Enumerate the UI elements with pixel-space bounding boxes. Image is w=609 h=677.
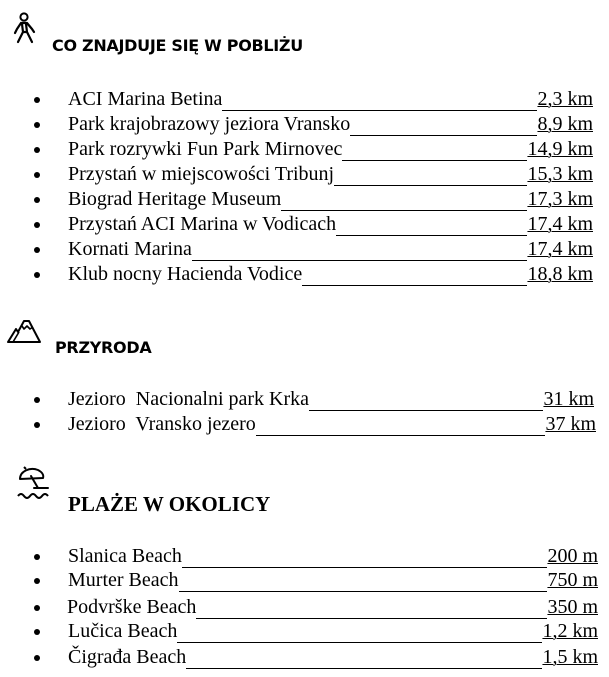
item-distance: 750 m bbox=[547, 569, 598, 591]
item-name: Čigrađa Beach bbox=[68, 646, 187, 668]
leader-line bbox=[336, 216, 527, 236]
leader-line bbox=[309, 391, 543, 411]
leader-line bbox=[350, 116, 537, 136]
item-distance: 15,3 km bbox=[527, 163, 593, 185]
bullet bbox=[34, 605, 40, 611]
item-name: Klub nocny Hacienda Vodice bbox=[68, 263, 303, 285]
item-distance: 1,2 km bbox=[542, 620, 598, 642]
item-name: Park rozrywki Fun Park Mirnovec bbox=[68, 138, 343, 160]
item-distance: 200 m bbox=[547, 545, 598, 567]
item-distance: 37 km bbox=[545, 413, 596, 435]
item-distance: 1,5 km bbox=[542, 646, 598, 668]
leader-line bbox=[177, 623, 542, 643]
leader-line bbox=[179, 572, 548, 592]
item-distance: 18,8 km bbox=[527, 263, 593, 285]
item-name: Biograd Heritage Museum bbox=[68, 188, 282, 210]
leader-line bbox=[186, 649, 542, 669]
item-distance: 14,9 km bbox=[527, 138, 593, 160]
leader-line bbox=[182, 548, 548, 568]
list-item bbox=[0, 568, 609, 592]
list-item bbox=[0, 112, 609, 136]
walking-person-icon bbox=[12, 12, 38, 46]
list-item bbox=[0, 137, 609, 161]
section-title-beaches: PLAŻE W OKOLICY bbox=[68, 492, 271, 516]
mountain-icon bbox=[6, 318, 42, 344]
item-name: Slanica Beach bbox=[68, 545, 182, 567]
list-item bbox=[0, 595, 609, 619]
bullet bbox=[34, 222, 40, 228]
leader-line bbox=[196, 599, 547, 619]
item-distance: 2,3 km bbox=[537, 88, 593, 110]
bullet bbox=[34, 629, 40, 635]
leader-line bbox=[256, 416, 546, 436]
bullet bbox=[34, 172, 40, 178]
leader-line bbox=[281, 191, 527, 211]
leader-line bbox=[192, 241, 528, 261]
bullet bbox=[34, 197, 40, 203]
item-name: Podvrške Beach bbox=[67, 596, 197, 618]
list-item bbox=[0, 387, 609, 411]
bullet bbox=[34, 272, 40, 278]
item-name: Jezioro Vransko jezero bbox=[68, 413, 256, 435]
item-name: Lučica Beach bbox=[68, 620, 178, 642]
item-distance: 31 km bbox=[543, 388, 594, 410]
list-item bbox=[0, 262, 609, 286]
section-title-nearby: CO ZNAJDUJE SIĘ W POBLIŻU bbox=[52, 36, 303, 55]
section-title-nature: PRZYRODA bbox=[55, 338, 152, 357]
leader-line bbox=[302, 266, 527, 286]
item-name: ACI Marina Betina bbox=[68, 88, 223, 110]
list-item bbox=[0, 237, 609, 261]
leader-line bbox=[342, 141, 527, 161]
bullet bbox=[34, 397, 40, 403]
bullet bbox=[34, 554, 40, 560]
list-item bbox=[0, 412, 609, 436]
beach-umbrella-icon bbox=[16, 466, 52, 500]
bullet bbox=[34, 122, 40, 128]
bullet bbox=[34, 578, 40, 584]
item-distance: 17,3 km bbox=[527, 188, 593, 210]
list-item bbox=[0, 87, 609, 111]
bullet bbox=[34, 97, 40, 103]
list-item bbox=[0, 544, 609, 568]
bullet bbox=[34, 247, 40, 253]
item-name: Park krajobrazowy jeziora Vransko bbox=[68, 113, 351, 135]
leader-line bbox=[334, 166, 527, 186]
list-item bbox=[0, 187, 609, 211]
item-name: Murter Beach bbox=[68, 569, 179, 591]
item-name: Jezioro Nacionalni park Krka bbox=[68, 388, 310, 410]
item-name: Kornati Marina bbox=[68, 238, 192, 260]
item-name: Przystań ACI Marina w Vodicach bbox=[68, 213, 337, 235]
item-name: Przystań w miejscowości Tribunj bbox=[68, 163, 335, 185]
list-item bbox=[0, 162, 609, 186]
item-distance: 8,9 km bbox=[537, 113, 593, 135]
list-item bbox=[0, 645, 609, 669]
bullet bbox=[34, 655, 40, 661]
item-distance: 17,4 km bbox=[527, 238, 593, 260]
list-item bbox=[0, 212, 609, 236]
list-item bbox=[0, 619, 609, 643]
bullet bbox=[34, 422, 40, 428]
item-distance: 17,4 km bbox=[527, 213, 593, 235]
leader-line bbox=[222, 91, 537, 111]
item-distance: 350 m bbox=[547, 596, 598, 618]
bullet bbox=[34, 147, 40, 153]
